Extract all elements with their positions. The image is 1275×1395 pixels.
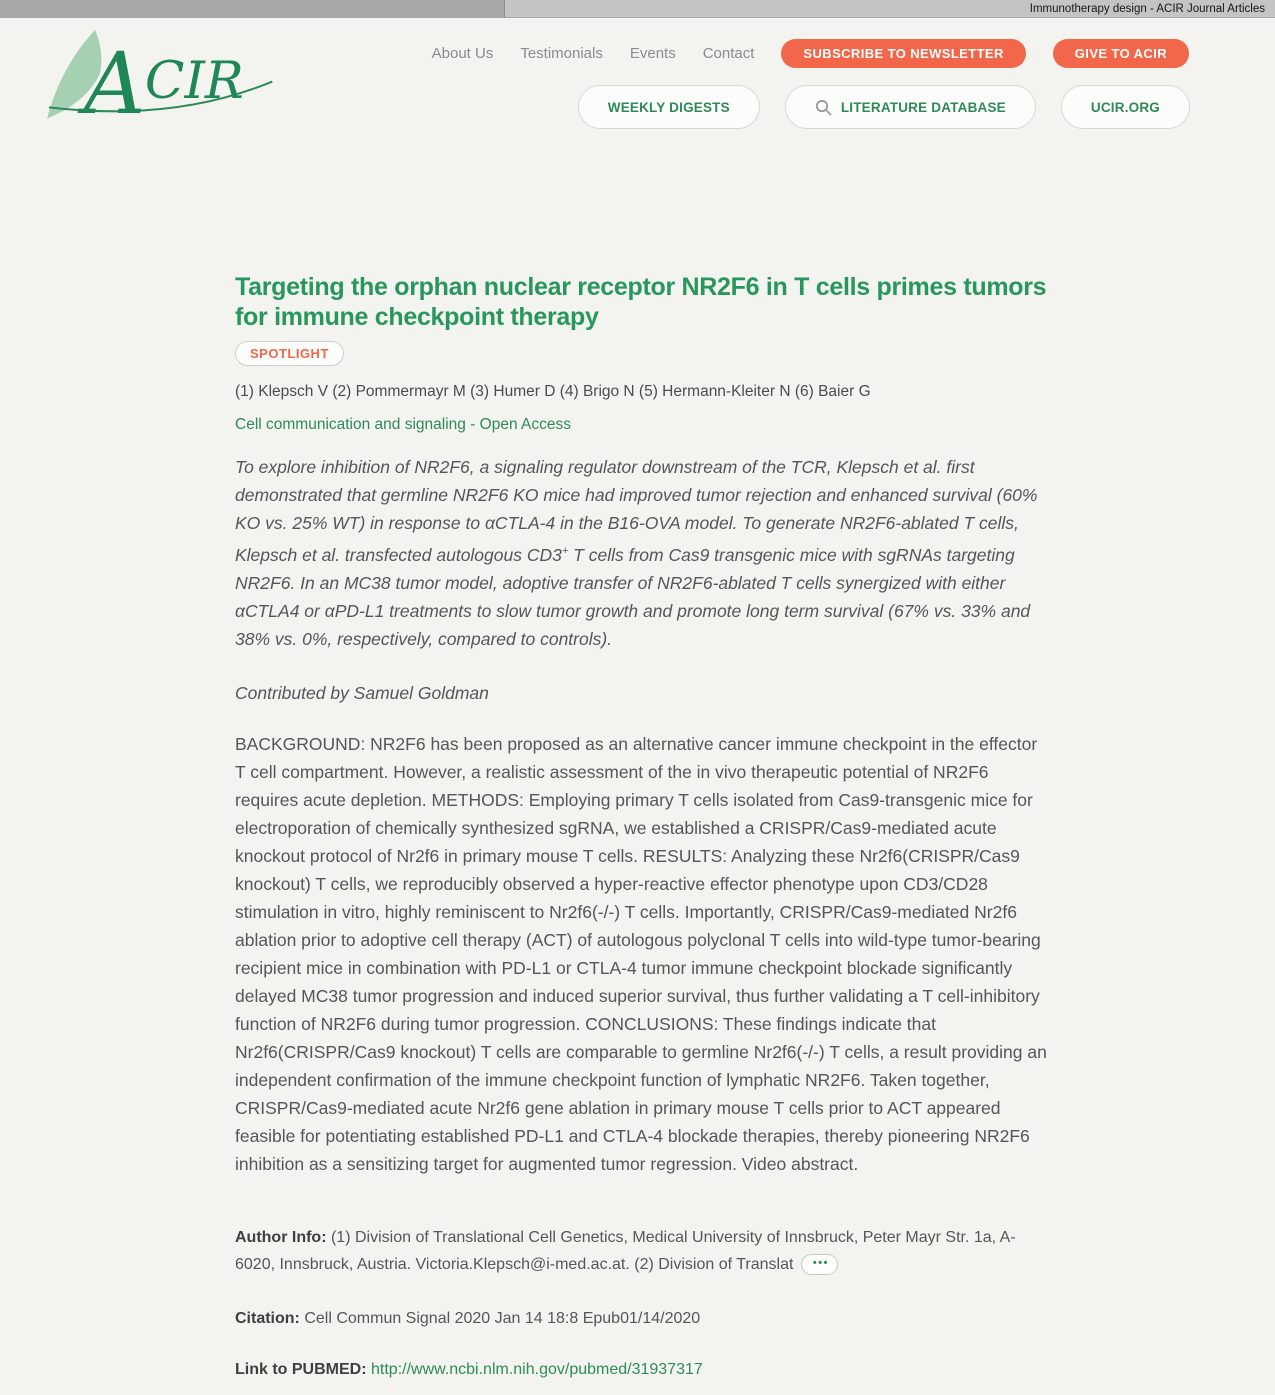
search-icon	[815, 99, 832, 116]
summary-part2: T cells from Cas9 transgenic mice with sgRNAs targeting NR2F6. In an MC38 tumor model, adoptive transfer of NR2F6-ablated T cells synergized with either αCTLA4 or αPD-L1 treatments to slow tumor growth and promote long term survival (67% vs. 33% and 38% vs. 0%, respectively, compared to controls).	[235, 544, 1031, 649]
article-content	[235, 272, 1047, 1383]
nav-link-contact[interactable]: Contact	[702, 45, 755, 62]
journal-link[interactable]: Cell communication and signaling - Open Access	[235, 416, 572, 433]
primary-nav	[432, 39, 1189, 68]
logo-letters-cir: CIR	[144, 51, 244, 112]
author-info-label: Author Info:	[235, 1228, 327, 1246]
citation-text: Cell Commun Signal 2020 Jan 14 18:8 Epub01/14/2020	[299, 1309, 701, 1327]
logo-letter-a: A	[84, 34, 146, 126]
weekly-digests-button[interactable]	[578, 85, 760, 129]
ucir-org-button[interactable]	[1061, 85, 1190, 129]
subscribe-newsletter-button[interactable]: SUBSCRIBE TO NEWSLETTER	[781, 39, 1025, 68]
literature-database-label: LITERATURE DATABASE	[840, 99, 1006, 115]
nav-link-events[interactable]: Events	[629, 45, 676, 62]
nav-link-testimonials[interactable]: Testimonials	[520, 45, 603, 62]
pubmed-section	[235, 1356, 1047, 1383]
authors-line: (1) Klepsch V (2) Pommermayr M (3) Humer D (4) Brigo N (5) Hermann-Kleiter N (6) Baier G	[235, 383, 871, 400]
contributed-by-line: Contributed by Samuel Goldman	[235, 682, 489, 703]
summary-part1: To explore inhibition of NR2F6, a signaling regulator downstream of the TCR, Klepsch et al. first demonstrated that germline NR2F6 KO mice had improved tumor rejection and enhanced survival (60% KO vs. 25% WT) in response to αCTLA-4 in the B16-OVA model. To generate NR2F6-ablated T cells, Klepsch et al. transfected autologous CD3	[235, 457, 1038, 565]
spotlight-badge: SPOTLIGHT	[235, 341, 344, 366]
article-summary	[235, 453, 1047, 653]
give-to-acir-button[interactable]: GIVE TO ACIR	[1053, 39, 1189, 68]
abstract-text: BACKGROUND: NR2F6 has been proposed as an alternative cancer immune checkpoint in the effector T cell compartment. However, a realistic assessment of the in vivo therapeutic potential of NR2F6 requires acute depletion. METHODS: Employing primary T cells isolated from Cas9-transgenic mice for electroporation of chemically synthesized sgRNA, we established a CRISPR/Cas9-mediated acute knockout protocol of Nr2f6 in primary mouse T cells. RESULTS: Analyzing these Nr2f6(CRISPR/Cas9 knockout) T cells, we reproducibly observed a hyper-reactive effector phenotype upon CD3/CD28 stimulation in vitro, highly reminiscent to Nr2f6(-/-) T cells. Importantly, CRISPR/Cas9-mediated Nr2f6 ablation prior to adoptive cell therapy (ACT) of autologous polyclonal T cells into wild-type tumor-bearing recipient mice in combination with PD-L1 or CTLA-4 tumor immune checkpoint blockade significantly delayed MC38 tumor progression and induced superior survival, thus further validating a T cell-inhibitory function of NR2F6 during tumor progression. CONCLUSIONS: These findings indicate that Nr2f6(CRISPR/Cas9 knockout) T cells are comparable to germline Nr2f6(-/-) T cells, a result providing an independent confirmation of the immune checkpoint function of lymphatic NR2F6. Taken together, CRISPR/Cas9-mediated acute Nr2f6 gene ablation in primary mouse T cells prior to ACT appeared feasible for potentiating established PD-L1 and CTLA-4 blockade therapies, thereby pioneering NR2F6 inhibition as a sensitizing target for augmented tumor regression. Video abstract.	[235, 733, 1047, 1174]
author-info-section	[235, 1224, 1047, 1278]
article-title: Targeting the orphan nuclear receptor NR2F6 in T cells primes tumors for immune checkpoint therapy	[235, 273, 1047, 331]
expand-author-info-button[interactable]: •••	[801, 1254, 838, 1275]
literature-database-button[interactable]	[785, 85, 1036, 129]
citation-label: Citation:	[235, 1309, 300, 1327]
author-info-text: (1) Division of Translational Cell Genetics, Medical University of Innsbruck, Peter Mayr Str. 1a, A-6020, Innsbruck, Austria. Victoria.Klepsch@i-med.ac.at. (2) Division of Translat	[235, 1228, 1016, 1273]
nav-link-about-us[interactable]: About Us	[431, 45, 494, 62]
acir-logo-graphic	[36, 26, 276, 126]
ucir-org-label: UCIR.ORG	[1090, 99, 1160, 115]
citation-section	[235, 1305, 1047, 1332]
pubmed-link[interactable]: http://www.ncbi.nlm.nih.gov/pubmed/31937317	[371, 1360, 703, 1378]
window-title: Immunotherapy design - ACIR Journal Articles	[1029, 3, 1265, 15]
secondary-nav	[578, 85, 1190, 129]
site-header	[0, 18, 1275, 140]
window-titlebar	[0, 0, 1275, 18]
pubmed-label: Link to PUBMED:	[235, 1360, 367, 1378]
summary-superscript: +	[561, 545, 569, 557]
weekly-digests-label: WEEKLY DIGESTS	[607, 99, 730, 115]
window-titlebar-active-segment	[0, 0, 505, 18]
acir-logo[interactable]	[36, 26, 276, 126]
